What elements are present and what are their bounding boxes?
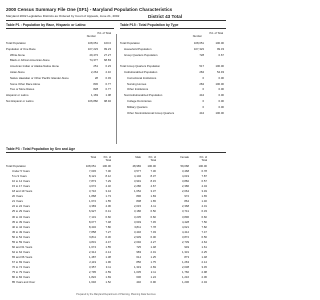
- row-percent: 7.87: [201, 174, 207, 179]
- row-percent: 0.03: [105, 75, 111, 80]
- row-percent: 2.59: [105, 270, 111, 275]
- row-percent: 98.92: [104, 99, 111, 103]
- row-percent: 8.12: [105, 174, 111, 179]
- row-number: 3,872: [182, 234, 189, 239]
- row-label: 50 to 54 Years: [12, 234, 30, 239]
- row-percent: 8.15: [150, 179, 156, 184]
- row-number: 2,092: [134, 239, 141, 244]
- row-number: 2,939: [134, 234, 141, 239]
- row-number: 444: [199, 110, 204, 115]
- row-number: 444: [199, 93, 204, 98]
- row-label: Total Group Quarters Population: [120, 64, 161, 69]
- row-label: Hispanic or Latino: [6, 93, 29, 98]
- row-percent: 0.23: [105, 64, 111, 69]
- row-number: 2,286: [134, 184, 141, 189]
- row-number: 856: [136, 259, 141, 264]
- row-percent: 7.27: [105, 229, 111, 234]
- row-number: 0: [202, 99, 204, 103]
- row-number: 3,716: [89, 189, 96, 194]
- row-percent: 0.67: [218, 52, 224, 57]
- row-percent: 4.67: [150, 184, 156, 189]
- row-percent: 0.00: [218, 75, 224, 80]
- row-percent: 0.00: [218, 87, 224, 92]
- table-row: [120, 53, 226, 58]
- row-number: 3,357: [89, 265, 96, 269]
- row-number: 2,795: [89, 270, 96, 275]
- table-p3-col-header: Pct. of Total: [148, 156, 156, 162]
- row-percent: 4.04: [201, 184, 207, 189]
- row-percent: 2.10: [105, 70, 111, 74]
- row-number: 4,831: [89, 239, 96, 244]
- row-number: 59,068: [180, 164, 189, 168]
- row-label: Total Population: [6, 41, 26, 45]
- row-label: 21 Years: [12, 199, 23, 204]
- row-number: 1,760: [182, 270, 189, 275]
- row-label: 45 to 49 Years: [12, 229, 30, 234]
- row-number: 2,386: [182, 184, 189, 189]
- row-number: 4,102: [134, 174, 141, 179]
- row-number: 1,822: [89, 275, 96, 280]
- row-number: 28: [94, 75, 98, 80]
- row-number: 440: [136, 280, 141, 285]
- row-percent: 2.25: [201, 249, 207, 254]
- row-number: 1,216: [182, 275, 189, 280]
- row-number: 873: [184, 254, 189, 259]
- row-label: 30 to 34 Years: [12, 214, 30, 219]
- row-label: 67 to 69 Years: [12, 259, 30, 264]
- row-percent: 3.49: [201, 189, 207, 194]
- row-number: 8,121: [89, 174, 96, 179]
- row-number: 3,811: [134, 224, 141, 229]
- table-row: [120, 99, 226, 104]
- row-number: 828: [93, 87, 98, 92]
- table-divider: [116, 34, 117, 144]
- row-number: 949: [184, 244, 189, 249]
- row-label: 65 and 66 Years: [12, 254, 33, 259]
- row-percent: 68.83: [104, 58, 111, 63]
- row-label: 22 to 24 Years: [12, 204, 30, 209]
- row-number: 1,487: [89, 254, 96, 259]
- table-p3-col-header: Pct. of Total: [103, 156, 111, 162]
- row-percent: 1.65: [201, 194, 207, 199]
- row-number: 606: [136, 275, 141, 280]
- header-rule: [6, 20, 226, 21]
- page-title: 2000 Census Summary File One (SF1) - Maryland Population Characteristics: [6, 7, 173, 12]
- table-row: [6, 53, 114, 58]
- row-number: 1,868: [89, 194, 96, 199]
- row-label: Under 5 Years: [12, 169, 30, 174]
- row-percent: 1.69: [105, 275, 111, 280]
- row-number: 830: [93, 81, 98, 86]
- row-percent: 1.46: [201, 199, 207, 204]
- row-label: Other Noninstitutional Group Quarters: [127, 110, 175, 115]
- row-percent: 1.38: [105, 254, 111, 259]
- row-percent: 4.27: [150, 239, 156, 244]
- page-subtitle: Maryland 2002 Legislative Districts as Ordered by Court of Appeals, June 21, 2002: [6, 14, 120, 18]
- row-label: 80 to 84 Years: [12, 275, 30, 280]
- row-label: Not Hispanic or Latino: [6, 99, 34, 103]
- row-percent: 1.25: [150, 254, 156, 259]
- row-percent: 1.75: [150, 259, 156, 264]
- row-number: 0: [202, 87, 204, 92]
- row-number: 4,019: [182, 174, 189, 179]
- row-number: 808: [136, 199, 141, 204]
- row-percent: 6.57: [201, 179, 207, 184]
- row-percent: 2.69: [150, 265, 156, 269]
- row-percent: 2.01: [150, 249, 156, 254]
- row-number: 0: [202, 75, 204, 80]
- row-label: Noninstitutionalized Population: [124, 93, 163, 98]
- row-label: College Dormitories: [127, 99, 152, 103]
- row-label: Two or More Races: [10, 87, 35, 92]
- row-percent: 100.00: [215, 64, 224, 69]
- row-number: 1,652: [134, 189, 141, 194]
- row-percent: 1.65: [150, 199, 156, 204]
- table-row: [6, 41, 114, 46]
- row-label: Some Other Race Alone: [10, 81, 41, 86]
- table-row: [120, 64, 226, 69]
- row-label: Correctional Institutions: [127, 75, 157, 80]
- row-percent: 100.00: [147, 164, 156, 168]
- row-percent: 6.60: [150, 214, 156, 219]
- table-p1-title: Table P1 : Population by Race, Hispanic or Latino: [6, 23, 86, 27]
- row-label: Total Population: [120, 41, 140, 45]
- row-number: 4,383: [89, 204, 96, 209]
- row-number: 2,064: [182, 189, 189, 194]
- row-percent: 3.45: [201, 265, 207, 269]
- row-number: 3,649: [134, 219, 141, 224]
- row-number: 1,169: [91, 93, 98, 98]
- row-percent: 99.23: [104, 46, 111, 51]
- row-number: 106,882: [87, 99, 98, 103]
- table-p1-rule: [6, 28, 114, 29]
- row-percent: 1.52: [105, 280, 111, 285]
- row-percent: 1.96: [105, 259, 111, 264]
- row-percent: 1.55: [105, 244, 111, 249]
- table-row: [120, 47, 226, 52]
- row-number: 1,674: [89, 244, 96, 249]
- row-label: 25 to 29 Years: [12, 209, 30, 214]
- row-percent: 4.32: [105, 184, 111, 189]
- row-percent: 1.73: [105, 194, 111, 199]
- table-row: [120, 41, 226, 46]
- row-label: Other Institutions: [127, 87, 149, 92]
- row-number: 7,131: [89, 214, 96, 219]
- row-percent: 6.50: [150, 209, 156, 214]
- row-percent: 6.33: [201, 209, 207, 214]
- table-p15-title: Table P15 : Total Population by Type: [120, 23, 179, 27]
- row-label: Native Hawaiian or Other Pacific Islander Alone: [10, 75, 69, 80]
- row-number: 8,432: [89, 224, 96, 229]
- row-number: 728: [199, 52, 204, 57]
- table-row: [120, 82, 226, 87]
- row-percent: 7.30: [150, 169, 156, 174]
- row-number: 3,991: [134, 179, 141, 184]
- row-number: 2,038: [182, 265, 189, 269]
- row-number: 251: [93, 64, 98, 69]
- row-number: 6,927: [89, 209, 96, 214]
- district-label: District 43 Total: [148, 14, 183, 19]
- row-percent: 7.45: [150, 219, 156, 224]
- row-number: 4,621: [182, 224, 189, 229]
- row-percent: 7.47: [201, 229, 207, 234]
- row-label: 55 to 59 Years: [12, 239, 30, 244]
- table-p3-col-header: Female: [180, 156, 189, 159]
- row-percent: 100.00: [215, 81, 224, 86]
- page-footer: Prepared by the Maryland Department of Planning, Planning Data Services: [76, 293, 156, 296]
- row-number: 1,319: [134, 265, 141, 269]
- row-number: 517: [199, 64, 204, 69]
- table-p3-rule: [6, 152, 226, 153]
- row-number: 2,264: [91, 70, 98, 74]
- row-number: 29,473: [89, 52, 98, 57]
- row-percent: 1.61: [201, 244, 207, 249]
- row-percent: 6.00: [150, 234, 156, 239]
- row-percent: 1.48: [201, 254, 207, 259]
- row-percent: 100.00: [215, 41, 224, 45]
- table-row: [120, 93, 226, 98]
- row-percent: 4.11: [150, 204, 156, 209]
- row-number: 1,331: [182, 249, 189, 254]
- row-number: 1,672: [89, 199, 96, 204]
- row-number: 2,739: [182, 239, 189, 244]
- table-p15-rule: [120, 28, 226, 29]
- row-number: 4,672: [89, 184, 96, 189]
- row-label: American Indian or Alaska Native Alone: [10, 64, 59, 69]
- row-label: 85 Years and Over: [12, 280, 36, 285]
- row-number: 7,858: [89, 229, 96, 234]
- row-percent: 4.64: [201, 239, 207, 244]
- row-label: Asian Alone: [10, 70, 25, 74]
- row-percent: 100.0: [104, 41, 111, 45]
- table-p3-title: Table P3 : Total Population by Sex and Age: [6, 147, 76, 151]
- row-number: 284: [199, 81, 204, 86]
- row-number: 284: [199, 70, 204, 74]
- row-number: 983: [136, 249, 141, 254]
- row-percent: 6.60: [201, 214, 207, 219]
- table-row: [6, 280, 226, 285]
- row-label: Group Quarters Population: [124, 52, 158, 57]
- row-percent: 0.77: [105, 81, 111, 86]
- row-percent: 100.00: [198, 164, 207, 168]
- row-percent: 7.80: [105, 224, 111, 229]
- row-number: 2,119: [89, 259, 96, 264]
- row-percent: 7.78: [150, 224, 156, 229]
- row-label: Population of One Race: [6, 46, 36, 51]
- row-number: 3,577: [134, 169, 141, 174]
- row-percent: 4.47: [105, 239, 111, 244]
- row-label: White Alone: [10, 52, 25, 57]
- row-percent: 2.06: [201, 275, 207, 280]
- row-percent: 7.50: [201, 219, 207, 224]
- row-label: 5 to 9 Years: [12, 174, 27, 179]
- row-number: 107,223: [87, 46, 98, 51]
- table-row: [6, 87, 114, 92]
- row-percent: 2.04: [201, 280, 207, 285]
- table-row: [120, 76, 226, 81]
- row-percent: 0.90: [150, 280, 156, 285]
- row-label: 60 and 61 Years: [12, 244, 33, 249]
- row-percent: 3.44: [105, 189, 111, 194]
- row-label: 18 and 19 Years: [12, 189, 33, 194]
- table-row: [120, 58, 226, 63]
- row-percent: 3.11: [105, 265, 111, 269]
- row-percent: 8.37: [150, 174, 156, 179]
- row-percent: 1.48: [150, 244, 156, 249]
- row-number: 108,051: [87, 41, 98, 45]
- table-row: [6, 99, 114, 104]
- row-percent: 0.77: [105, 87, 111, 92]
- row-label: 40 to 44 Years: [12, 224, 30, 229]
- row-percent: 6.30: [105, 234, 111, 239]
- table-row: [120, 111, 226, 116]
- row-number: 2,368: [182, 204, 189, 209]
- row-number: 8,077: [89, 219, 96, 224]
- row-number: 4,428: [182, 219, 189, 224]
- row-number: 6,811: [89, 234, 96, 239]
- row-percent: 4.06: [105, 204, 111, 209]
- row-number: 3,446: [134, 229, 141, 234]
- row-percent: 0.00: [218, 93, 224, 98]
- row-percent: 7.82: [201, 224, 207, 229]
- row-percent: 7.00: [105, 169, 111, 174]
- table-p15-number-header: Number: [192, 35, 202, 38]
- table-row: [6, 93, 114, 98]
- row-number: 2,314: [89, 249, 96, 254]
- row-percent: 1.24: [150, 275, 156, 280]
- row-label: Military Quarters: [127, 104, 148, 109]
- table-p3-col-header: Male: [135, 156, 141, 159]
- table-p1-number-header: Number: [86, 35, 96, 38]
- row-number: 3,741: [182, 209, 189, 214]
- row-percent: 1.08: [105, 93, 111, 98]
- row-label: 75 to 79 Years: [12, 270, 30, 275]
- row-percent: 3.37: [150, 189, 156, 194]
- table-row: [6, 82, 114, 87]
- row-percent: 6.41: [105, 209, 111, 214]
- row-label: 35 to 39 Years: [12, 219, 30, 224]
- row-percent: 1.55: [105, 199, 111, 204]
- row-number: 614: [136, 254, 141, 259]
- row-percent: 7.03: [150, 229, 156, 234]
- row-percent: 6.78: [201, 169, 207, 174]
- row-number: 7,045: [89, 169, 96, 174]
- row-number: 3,882: [182, 179, 189, 184]
- row-number: 74,377: [89, 58, 98, 63]
- row-percent: 54.93: [217, 70, 224, 74]
- table-row: [6, 47, 114, 52]
- table-p3-col-header: Pct. of Total: [199, 156, 207, 162]
- row-percent: 1.83: [150, 194, 156, 199]
- row-percent: 6.56: [201, 234, 207, 239]
- row-label: 20 Years: [12, 194, 23, 199]
- table-row: [120, 87, 226, 92]
- row-number: 725: [136, 244, 141, 249]
- row-number: 3,468: [182, 169, 189, 174]
- row-percent: 2.14: [105, 249, 111, 254]
- row-percent: 4.01: [201, 204, 207, 209]
- row-number: 4,412: [182, 229, 189, 234]
- row-label: Institutionalized Population: [124, 70, 158, 74]
- row-percent: 7.29: [105, 179, 111, 184]
- row-number: 1,263: [182, 259, 189, 264]
- row-number: 3,186: [134, 209, 141, 214]
- row-percent: 6.60: [105, 214, 111, 219]
- row-number: 896: [136, 194, 141, 199]
- row-number: 864: [184, 199, 189, 204]
- table-p3-col-header: Total: [90, 156, 96, 159]
- row-percent: 99.33: [217, 46, 224, 51]
- row-label: Nursing Homes: [127, 81, 147, 86]
- row-number: 3,896: [182, 214, 189, 219]
- row-label: 10 to 14 Years: [12, 179, 30, 184]
- row-number: 2,015: [134, 204, 141, 209]
- row-number: 0: [202, 104, 204, 109]
- row-percent: 7.48: [105, 219, 111, 224]
- row-number: 1,035: [134, 270, 141, 275]
- row-number: 7,873: [89, 179, 96, 184]
- row-label: Total Population: [6, 164, 26, 168]
- row-number: 3,235: [134, 214, 141, 219]
- row-percent: 100.00: [215, 110, 224, 115]
- row-percent: 100.00: [102, 164, 111, 168]
- row-label: Household Population: [124, 46, 152, 51]
- table-row: [6, 70, 114, 75]
- row-number: 107,323: [193, 46, 204, 51]
- row-label: 70 to 74 Years: [12, 265, 30, 269]
- row-number: 108,051: [85, 164, 96, 168]
- table-row: [6, 58, 114, 63]
- row-number: 108,051: [193, 41, 204, 45]
- row-number: 972: [184, 194, 189, 199]
- row-percent: 0.00: [218, 104, 224, 109]
- table-p15-pct-header: Pct. of Total: [209, 32, 223, 35]
- row-number: 1,206: [182, 280, 189, 285]
- row-label: 15 to 17 Years: [12, 184, 30, 189]
- table-row: [120, 70, 226, 75]
- row-percent: 27.27: [104, 52, 111, 57]
- row-number: 48,983: [132, 164, 141, 168]
- table-row: [6, 76, 114, 81]
- row-percent: 0.00: [218, 99, 224, 103]
- row-percent: 2.11: [150, 270, 156, 275]
- row-percent: 2.98: [201, 270, 207, 275]
- table-row: [120, 105, 226, 110]
- table-row: [6, 64, 114, 69]
- table-p1-pct-header: Pct. of Total: [97, 32, 111, 35]
- row-percent: 2.14: [201, 259, 207, 264]
- row-label: 62 to 64 Years: [12, 249, 30, 254]
- row-number: 1,646: [89, 280, 96, 285]
- row-label: Black or African American Alone: [10, 58, 50, 63]
